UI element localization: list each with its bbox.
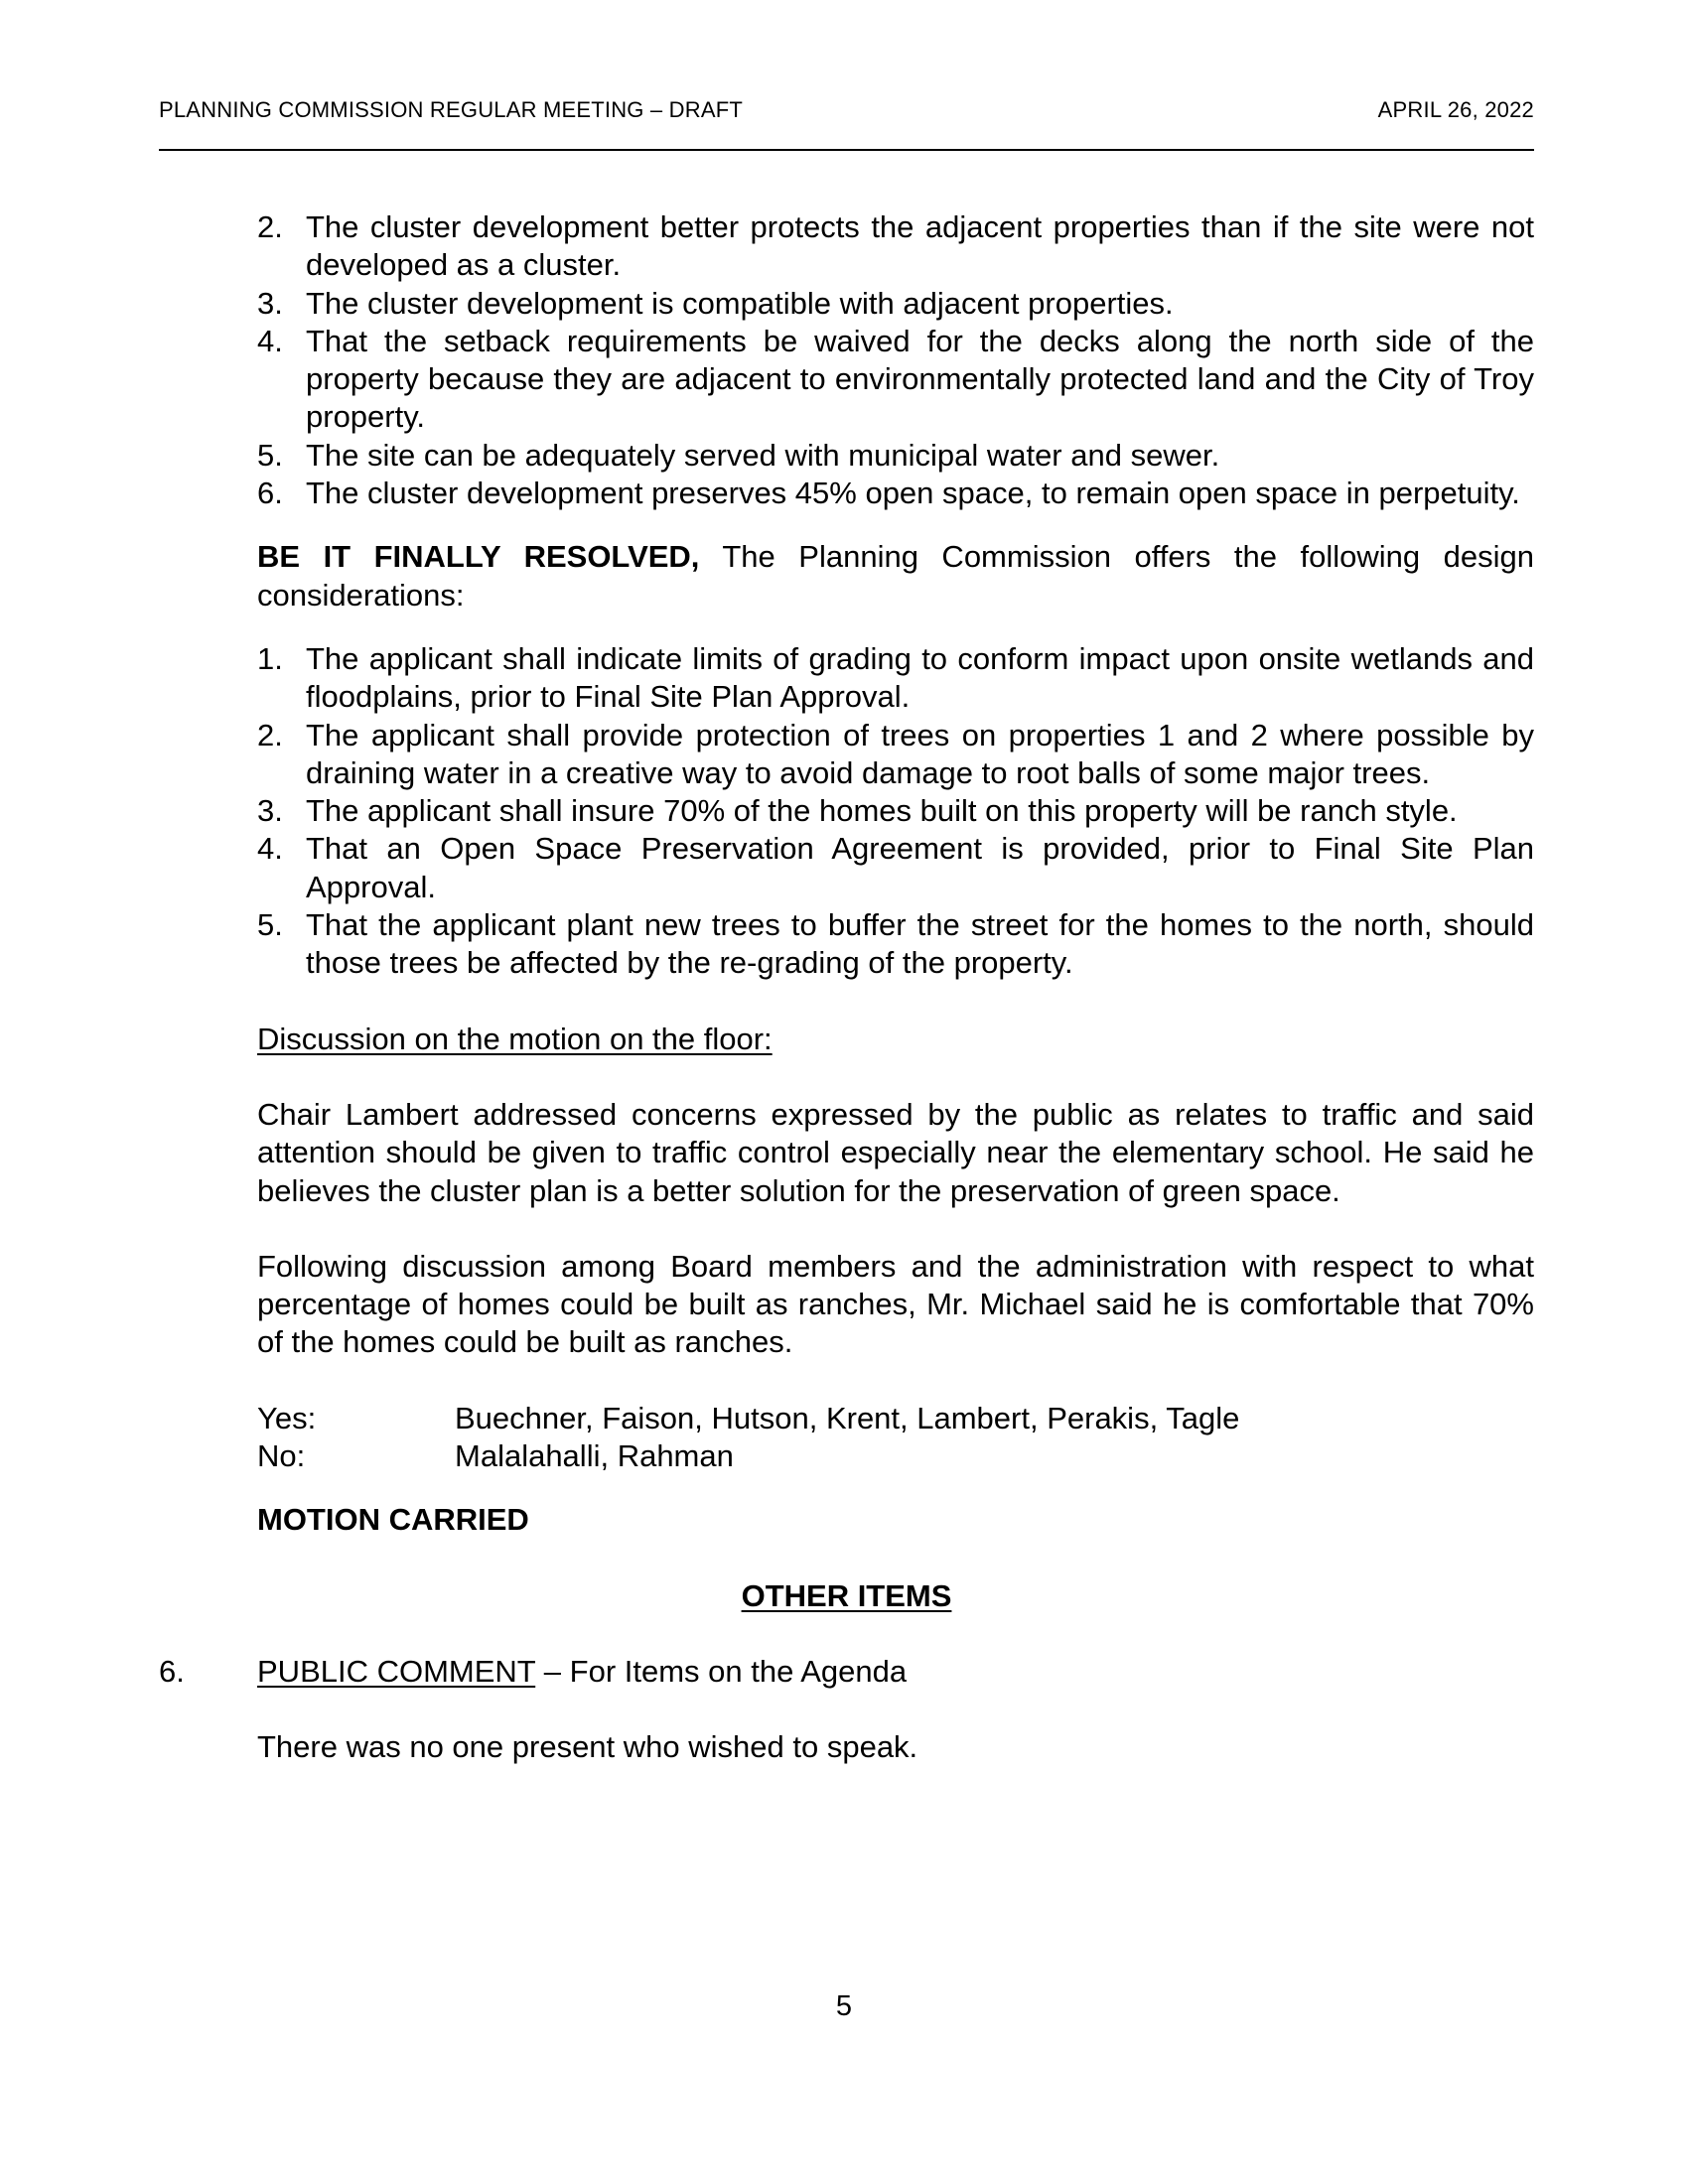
discussion-paragraph: Chair Lambert addressed concerns expressed by the public as relates to traffic and said attention should be given to traffic control especially near the elementary school. He said he believes the cluster plan is a better solution for the preservation of green space.	[257, 1096, 1534, 1208]
agenda-item-number: 6.	[159, 1653, 185, 1689]
list-item	[257, 830, 1534, 906]
vote-label: No:	[257, 1438, 306, 1474]
list-item-text: That the setback requirements be waived for the decks along the north side of the property because they are adjacent to environmentally protected land and the City of Troy property.	[306, 323, 1534, 435]
vote-names: Buechner, Faison, Hutson, Krent, Lambert, Perakis, Tagle	[455, 1400, 1240, 1435]
vote-row-no	[257, 1437, 1534, 1475]
header-rule	[159, 149, 1534, 151]
list-item-number: 2.	[257, 717, 283, 752]
agenda-item-suffix: – For Items on the Agenda	[535, 1653, 908, 1689]
agenda-item	[159, 1653, 1534, 1691]
list-item	[257, 717, 1534, 793]
list-item-text: That an Open Space Preservation Agreement is provided, prior to Final Site Plan Approval.	[306, 831, 1534, 904]
discussion-heading: Discussion on the motion on the floor:	[257, 1021, 773, 1056]
list-item	[257, 323, 1534, 437]
agenda-item-note: There was no one present who wished to speak.	[257, 1729, 918, 1765]
list-item-number: 3.	[257, 793, 283, 829]
resolution-paragraph	[257, 538, 1534, 614]
list-item-text: The cluster development better protects the adjacent properties than if the site were not developed as a cluster.	[306, 209, 1534, 283]
list-item-text: The site can be adequately served with municipal water and sewer.	[306, 437, 1220, 473]
list-item-number: 4.	[257, 323, 283, 358]
list-item-text: The applicant shall provide protection of trees on properties 1 and 2 where possible by draining water in a creative way to avoid damage to root balls of some major trees.	[306, 717, 1534, 790]
list-item	[257, 208, 1534, 285]
list-item	[257, 792, 1534, 830]
vote-label: Yes:	[257, 1400, 317, 1435]
list-item-number: 5.	[257, 437, 283, 473]
vote-row-yes	[257, 1400, 1534, 1437]
resolution-text: The Planning Commission offers the following design considerations:	[257, 539, 1534, 613]
list-item	[257, 475, 1534, 512]
findings-list	[257, 208, 1534, 512]
list-item-text: The cluster development preserves 45% open space, to remain open space in perpetuity.	[306, 476, 1520, 511]
list-item-text: The applicant shall insure 70% of the homes built on this property will be ranch style.	[306, 793, 1458, 829]
list-item-number: 5.	[257, 907, 283, 943]
header-date: APRIL 26, 2022	[1377, 97, 1534, 122]
list-item-text: The applicant shall indicate limits of grading to conform impact upon onsite wetlands and floodplains, prior to Final Site Plan Approval.	[306, 640, 1534, 715]
list-item-number: 4.	[257, 831, 283, 867]
list-item	[257, 640, 1534, 717]
list-item	[257, 906, 1534, 983]
motion-result: MOTION CARRIED	[257, 1502, 529, 1538]
running-header	[159, 97, 1534, 123]
resolution-lead: BE IT FINALLY RESOLVED,	[257, 539, 700, 575]
page-number: 5	[835, 1990, 853, 2022]
list-item-text: The cluster development is compatible with adjacent properties.	[306, 285, 1174, 321]
list-item	[257, 285, 1534, 323]
list-item-number: 1.	[257, 640, 283, 676]
list-item-number: 2.	[257, 209, 283, 244]
discussion-paragraph: Following discussion among Board members and the administration with respect to what percentage of homes could be built as ranches, Mr. Michael said he is comfortable that 70% of the homes could be built as ranches.	[257, 1248, 1534, 1360]
list-item	[257, 437, 1534, 475]
list-item-number: 3.	[257, 285, 283, 321]
agenda-item-title: PUBLIC COMMENT	[257, 1653, 536, 1689]
considerations-list	[257, 640, 1534, 983]
list-item-number: 6.	[257, 476, 283, 511]
list-item-text: That the applicant plant new trees to buffer the street for the homes to the north, should those trees be affected by the re-grading of the property.	[306, 907, 1534, 981]
section-heading: OTHER ITEMS	[741, 1577, 952, 1613]
vote-block	[257, 1400, 1534, 1476]
header-title: PLANNING COMMISSION REGULAR MEETING – DRAFT	[159, 97, 744, 122]
document-body	[159, 208, 1534, 1767]
vote-names: Malalahalli, Rahman	[455, 1438, 734, 1474]
